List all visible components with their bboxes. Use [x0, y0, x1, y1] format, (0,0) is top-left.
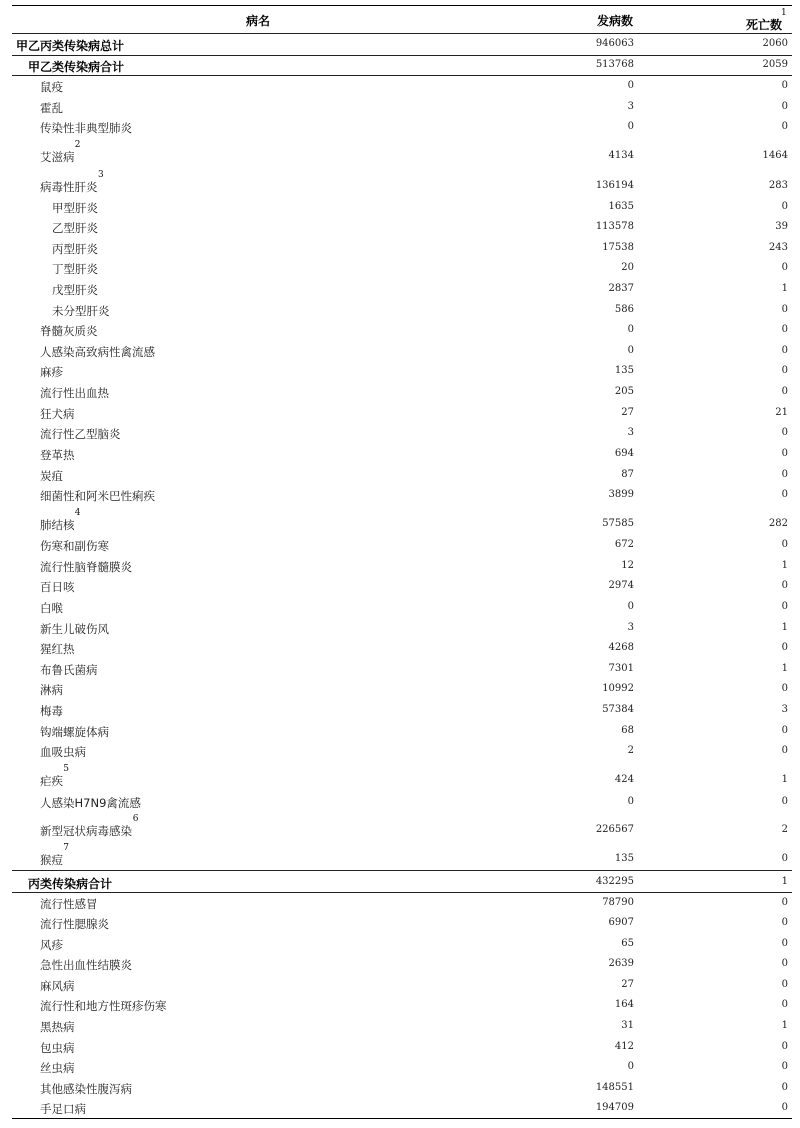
- header-bottom-rule: [12, 33, 792, 34]
- row-cases-value: 672: [614, 539, 634, 550]
- row-disease-name: 丙类传染病合计: [28, 877, 113, 891]
- row-cases-value: 65: [621, 938, 634, 949]
- row-disease-name: 未分型肝炎: [52, 304, 110, 318]
- row-disease-name: 白喉: [40, 601, 63, 615]
- row-cases-value: 694: [614, 448, 634, 459]
- row-deaths-value: 0: [781, 386, 788, 397]
- row-deaths-value: 0: [781, 580, 788, 591]
- row-deaths-value: 0: [781, 1082, 788, 1093]
- row-disease-name: 狂犬病: [40, 407, 75, 421]
- row-disease-name: 流行性腮腺炎: [40, 917, 109, 931]
- row-cases-value: 6907: [608, 917, 634, 928]
- row-deaths-value: 1: [781, 560, 788, 571]
- row-cases-value: 2837: [608, 283, 634, 294]
- row-cases-value: 87: [621, 469, 634, 480]
- row-cases-value: 0: [627, 601, 634, 612]
- row-deaths-value: 0: [781, 469, 788, 480]
- row-disease-name: 疟疾: [40, 774, 63, 788]
- row-deaths-value: 243: [768, 242, 788, 253]
- row-cases-value: 946063: [595, 38, 634, 49]
- row-cases-value: 27: [621, 407, 634, 418]
- row-disease-name: 人感染高致病性禽流感: [40, 345, 155, 359]
- row-disease-name: 传染性非典型肺炎: [40, 121, 132, 135]
- row-cases-value: 4134: [608, 150, 634, 161]
- row-deaths-value: 1: [781, 663, 788, 674]
- row-deaths-value: 0: [781, 448, 788, 459]
- row-cases-value: 2639: [608, 958, 634, 969]
- row-deaths-value: 1: [781, 876, 788, 887]
- row-cases-value: 3: [627, 101, 634, 112]
- row-disease-name: 丁型肝炎: [52, 262, 98, 276]
- row-footnote-marker: 4: [74, 508, 81, 518]
- row-deaths-value: 283: [768, 180, 788, 191]
- row-disease-name: 包虫病: [40, 1041, 75, 1055]
- row-disease-name: 甲乙丙类传染病总计: [16, 39, 125, 53]
- row-deaths-value: 0: [781, 853, 788, 864]
- row-deaths-value: 0: [781, 304, 788, 315]
- row-cases-value: 78790: [602, 897, 634, 908]
- class-c-total-bottom-rule: [12, 892, 792, 893]
- row-cases-value: 2974: [608, 580, 634, 591]
- row-disease-name: 新型冠状病毒感染: [40, 824, 132, 838]
- row-cases-value: 0: [627, 121, 634, 132]
- row-deaths-value: 0: [781, 489, 788, 500]
- row-disease-name: 猴痘: [40, 853, 63, 867]
- row-disease-name: 丝虫病: [40, 1061, 75, 1075]
- row-deaths-value: 0: [781, 601, 788, 612]
- row-cases-value: 136194: [595, 180, 634, 191]
- row-cases-value: 432295: [595, 876, 634, 887]
- row-disease-name: 霍乱: [40, 101, 63, 115]
- row-deaths-value: 21: [775, 407, 788, 418]
- row-deaths-value: 0: [781, 958, 788, 969]
- row-deaths-value: 0: [781, 1041, 788, 1052]
- row-disease-name: 流行性感冒: [40, 897, 98, 911]
- row-disease-name: 百日咳: [40, 580, 75, 594]
- row-disease-name: 人感染H7N9禽流感: [40, 796, 141, 810]
- row-cases-value: 148551: [595, 1082, 634, 1093]
- row-disease-name: 甲乙类传染病合计: [28, 60, 125, 74]
- row-deaths-value: 1: [781, 622, 788, 633]
- row-deaths-value: 0: [781, 1102, 788, 1113]
- row-disease-name: 手足口病: [40, 1102, 86, 1116]
- row-disease-name: 流行性脑脊髓膜炎: [40, 560, 132, 574]
- row-disease-name: 新生儿破伤风: [40, 622, 109, 636]
- row-disease-name: 肺结核: [40, 518, 75, 532]
- row-deaths-value: 2: [781, 824, 788, 835]
- row-deaths-value: 0: [781, 427, 788, 438]
- row-deaths-value: 0: [781, 201, 788, 212]
- row-cases-value: 10992: [602, 683, 634, 694]
- row-disease-name: 麻疹: [40, 365, 63, 379]
- row-deaths-value: 0: [781, 999, 788, 1010]
- row-cases-value: 513768: [595, 59, 634, 70]
- row-cases-value: 3: [627, 427, 634, 438]
- row-footnote-marker: 5: [63, 764, 69, 774]
- row-disease-name: 丙型肝炎: [52, 242, 98, 256]
- row-deaths-value: 0: [781, 80, 788, 91]
- row-disease-name: 黑热病: [40, 1020, 75, 1034]
- row-deaths-value: 0: [781, 796, 788, 807]
- row-disease-name: 布鲁氏菌病: [40, 663, 98, 677]
- row-deaths-value: 2060: [762, 38, 788, 49]
- row-disease-name: 钩端螺旋体病: [40, 725, 109, 739]
- row-disease-name: 鼠疫: [40, 80, 63, 94]
- row-cases-value: 205: [614, 386, 634, 397]
- row-disease-name: 其他感染性腹泻病: [40, 1082, 132, 1096]
- row-cases-value: 1635: [608, 201, 634, 212]
- row-cases-value: 194709: [595, 1102, 634, 1113]
- row-disease-name: 血吸虫病: [40, 745, 86, 759]
- row-cases-value: 164: [614, 999, 634, 1010]
- row-disease-name: 麻风病: [40, 979, 75, 993]
- row-disease-name: 梅毒: [40, 704, 63, 718]
- row-deaths-value: 0: [781, 121, 788, 132]
- header-disease-name: 病名: [246, 14, 271, 28]
- row-cases-value: 586: [614, 304, 634, 315]
- row-cases-value: 27: [621, 979, 634, 990]
- row-deaths-value: 0: [781, 101, 788, 112]
- class-c-total-top-rule: [12, 870, 792, 871]
- row-deaths-value: 1464: [762, 150, 788, 161]
- row-cases-value: 113578: [595, 221, 634, 232]
- row-cases-value: 135: [614, 365, 634, 376]
- row-deaths-value: 0: [781, 917, 788, 928]
- row-deaths-value: 0: [781, 938, 788, 949]
- row-deaths-value: 0: [781, 539, 788, 550]
- row-deaths-value: 0: [781, 897, 788, 908]
- row-deaths-value: 3: [781, 704, 788, 715]
- row-disease-name: 脊髓灰质炎: [40, 324, 98, 338]
- row-cases-value: 226567: [595, 824, 634, 835]
- table-bottom-rule: [12, 1118, 792, 1119]
- row-cases-value: 4268: [608, 642, 634, 653]
- table-top-rule: [12, 5, 792, 6]
- grand-total-bottom-rule: [12, 55, 792, 56]
- header-cases: 发病数: [597, 14, 634, 28]
- row-cases-value: 0: [627, 1061, 634, 1072]
- row-cases-value: 12: [621, 560, 634, 571]
- row-cases-value: 0: [627, 796, 634, 807]
- row-deaths-value: 1: [781, 1020, 788, 1031]
- class-ab-total-bottom-rule: [12, 75, 792, 76]
- row-cases-value: 57384: [602, 704, 634, 715]
- row-disease-name: 猩红热: [40, 642, 75, 656]
- row-deaths-value: 0: [781, 683, 788, 694]
- row-cases-value: 17538: [602, 242, 634, 253]
- row-disease-name: 流行性和地方性斑疹伤寒: [40, 999, 167, 1013]
- row-deaths-value: 0: [781, 745, 788, 756]
- row-deaths-value: 2059: [762, 59, 788, 70]
- row-cases-value: 0: [627, 345, 634, 356]
- row-deaths-value: 1: [781, 283, 788, 294]
- row-footnote-marker: 3: [98, 170, 104, 180]
- row-cases-value: 135: [614, 853, 634, 864]
- row-disease-name: 流行性乙型脑炎: [40, 427, 121, 441]
- row-cases-value: 0: [627, 80, 634, 91]
- row-disease-name: 乙型肝炎: [52, 221, 98, 235]
- header-deaths: 死亡数: [746, 18, 783, 32]
- row-deaths-value: 0: [781, 642, 788, 653]
- row-deaths-value: 0: [781, 979, 788, 990]
- row-disease-name: 流行性出血热: [40, 386, 109, 400]
- row-disease-name: 甲型肝炎: [52, 201, 98, 215]
- row-cases-value: 3: [627, 622, 634, 633]
- row-cases-value: 424: [614, 774, 634, 785]
- row-cases-value: 2: [627, 745, 634, 756]
- row-cases-value: 3899: [608, 489, 634, 500]
- row-footnote-marker: 6: [132, 814, 139, 824]
- row-cases-value: 0: [627, 324, 634, 335]
- row-deaths-value: 0: [781, 324, 788, 335]
- row-cases-value: 68: [621, 725, 634, 736]
- row-deaths-value: 0: [781, 1061, 788, 1072]
- row-cases-value: 412: [614, 1041, 634, 1052]
- row-cases-value: 7301: [608, 663, 634, 674]
- row-deaths-value: 1: [781, 774, 788, 785]
- row-deaths-value: 0: [781, 262, 788, 273]
- row-footnote-marker: 7: [63, 843, 69, 853]
- row-footnote-marker: 2: [74, 140, 81, 150]
- row-deaths-value: 0: [781, 365, 788, 376]
- row-disease-name: 登革热: [40, 448, 75, 462]
- row-deaths-value: 0: [781, 725, 788, 736]
- row-cases-value: 31: [621, 1020, 634, 1031]
- row-disease-name: 病毒性肝炎: [40, 180, 98, 194]
- row-disease-name: 急性出血性结膜炎: [40, 958, 132, 972]
- row-cases-value: 57585: [602, 518, 634, 529]
- row-cases-value: 20: [621, 262, 634, 273]
- row-deaths-value: 0: [781, 345, 788, 356]
- row-disease-name: 风疹: [40, 938, 63, 952]
- row-deaths-value: 39: [775, 221, 788, 232]
- row-disease-name: 艾滋病: [40, 150, 75, 164]
- row-disease-name: 戊型肝炎: [52, 283, 98, 297]
- row-disease-name: 炭疽: [40, 469, 63, 483]
- row-disease-name: 细菌性和阿米巴性痢疾: [40, 489, 155, 503]
- header-deaths-footnote: 1: [781, 8, 787, 18]
- row-deaths-value: 282: [768, 518, 788, 529]
- row-disease-name: 伤寒和副伤寒: [40, 539, 109, 553]
- row-disease-name: 淋病: [40, 683, 63, 697]
